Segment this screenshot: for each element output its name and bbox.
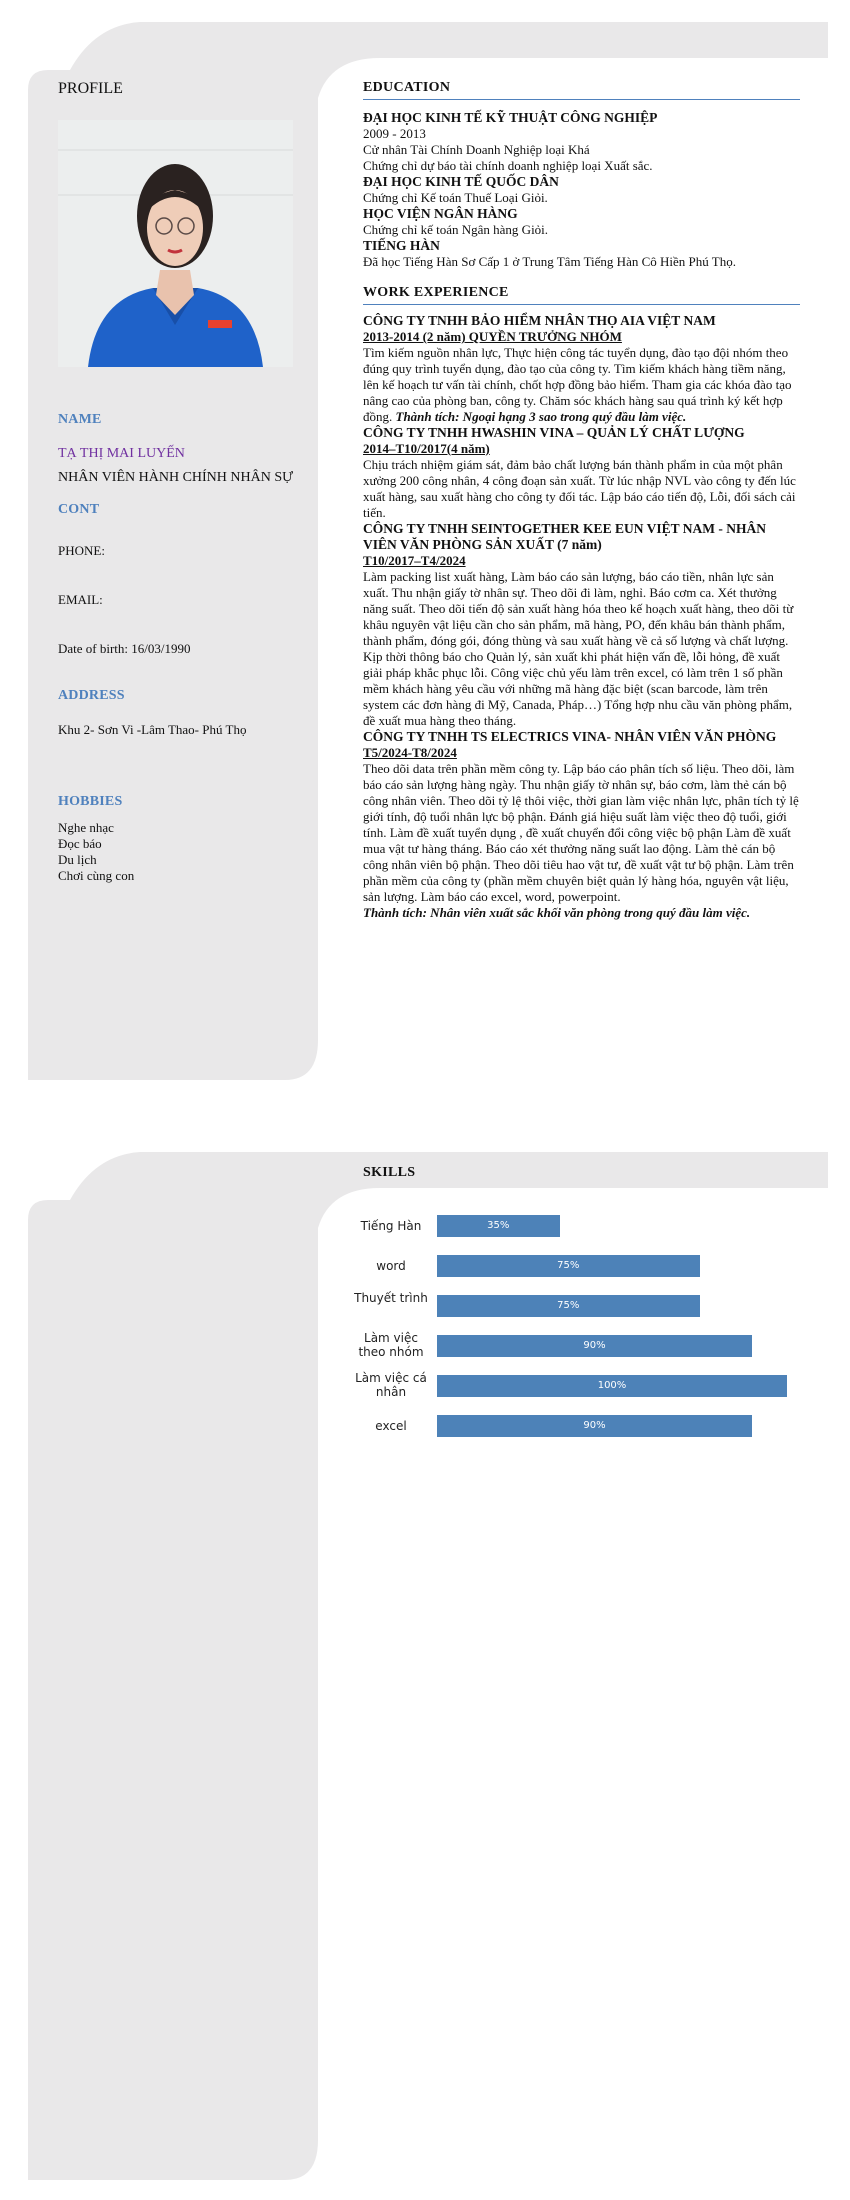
job-achievement: Thành tích: Nhân viên xuất sắc khối văn phòng trong quý đầu làm việc.	[363, 905, 751, 920]
contact-heading: CONT	[58, 502, 100, 517]
school-name: TIẾNG HÀN	[363, 238, 440, 253]
job-period: T10/2017–T4/2024	[363, 553, 466, 568]
hobby-item: Du lịch	[58, 852, 97, 867]
address-heading: ADDRESS	[58, 688, 125, 703]
profile-photo	[58, 120, 293, 367]
school-detail: Chứng chỉ dự báo tài chính doanh nghiệp loại Xuất sắc.	[363, 158, 653, 173]
school-detail: Chứng chỉ Kế toán Thuế Loại Giỏi.	[363, 190, 548, 205]
job-period: T5/2024-T8/2024	[363, 745, 457, 760]
skill-label: Làm việc cá nhân	[355, 1371, 427, 1399]
resume-page-1	[0, 0, 850, 1090]
skill-bar	[437, 1375, 787, 1397]
address-text: Khu 2- Sơn Vi -Lâm Thao- Phú Thọ	[58, 722, 247, 737]
job-period: 2013-2014 (2 năm) QUYỀN TRƯỞNG NHÓM	[363, 329, 622, 344]
resume-page-2	[0, 1130, 850, 2200]
education-heading: EDUCATION	[363, 80, 451, 95]
job-description: Làm packing list xuất hàng, Làm báo cáo sản lượng, báo cáo tiền, nhân lực sản xuất. Thu nhận giấy tờ nhân sự. Theo dõi đi làm, nghỉ. Báo cơm ca. Xét thưởng năng suất. Theo dõi tiến độ sản xuất hàng hóa theo kế hoạch xuất hàng, theo dõi từ khâu nguyên vật liệu cần cho sản phẩm, mã hàng, PO, đến khâu bán thành phẩm, thành phẩm, đóng gói, đóng thùng và sau xuất hàng về cả số lượng và chất lượng. Kịp thời thông báo cho Quản lý, sản xuất khi phát hiện vấn đề, lỗi hỏng, đề xuất giải pháp khắc phục lỗi. Công việc chủ yếu làm trên excel, có làm trên 1 số phần mềm khách hàng yêu cầu với những mã hàng đặc biệt (scan barcode, làm trên system các đơn hàng đi Mỹ, Canada, Pháp…) Tổng hợp nhu cầu văn phòng phẩm, đề xuất mua hàng theo tháng.	[363, 569, 794, 728]
skill-bar	[437, 1415, 752, 1437]
company-name: CÔNG TY TNHH HWASHIN VINA – QUẢN LÝ CHẤT LƯỢNG	[363, 425, 745, 440]
hobby-item: Đọc báo	[58, 836, 102, 851]
job-description: Chịu trách nhiệm giám sát, đảm bảo chất lượng bán thành phẩm in của một phân xưởng 200 công nhân, 4 công đoạn sản xuất. Từ lúc nhập NVL vào công ty đến lúc xuất hàng, sau xuất hàng cho công ty đối tác. Lập báo cáo tiến độ, Lỗi, đối sách cải tiến.	[363, 457, 796, 520]
education-section	[363, 80, 800, 270]
work-section	[363, 285, 800, 921]
skills-chart	[0, 1130, 850, 2200]
company-name: CÔNG TY TNHH SEINTOGETHER KEE EUN VIỆT NAM - NHÂN VIÊN VĂN PHÒNG SẢN XUẤT (7 năm)	[363, 521, 766, 552]
skill-percent-label: 90%	[583, 1340, 606, 1351]
date-of-birth: Date of birth: 16/03/1990	[58, 641, 191, 656]
skill-label: Làm việc theo nhóm	[358, 1331, 424, 1359]
job-period: 2014–T10/2017(4 năm)	[363, 441, 490, 456]
school-name: ĐẠI HỌC KINH TẾ KỸ THUẬT CÔNG NGHIỆP	[363, 110, 658, 125]
school-detail: Đã học Tiếng Hàn Sơ Cấp 1 ở Trung Tâm Tiếng Hàn Cô Hiền Phú Thọ.	[363, 254, 736, 269]
education-rule	[363, 99, 800, 100]
skill-bar	[437, 1295, 700, 1317]
skills-heading: SKILLS	[363, 1165, 416, 1180]
skill-bar	[437, 1255, 700, 1277]
skill-label: Thuyết trình	[354, 1291, 428, 1305]
school-name: HỌC VIỆN NGÂN HÀNG	[363, 206, 518, 221]
work-rule	[363, 304, 800, 305]
job-achievement: Thành tích: Ngoại hạng 3 sao trong quý đầu làm việc.	[395, 409, 687, 424]
school-years: 2009 - 2013	[363, 126, 426, 141]
skill-percent-label: 75%	[557, 1260, 580, 1271]
hobby-item: Chơi cùng con	[58, 868, 135, 883]
profile-heading: PROFILE	[58, 80, 123, 97]
hobbies-list	[58, 820, 298, 884]
company-name: CÔNG TY TNHH BẢO HIỂM NHÂN THỌ AIA VIỆT NAM	[363, 313, 716, 328]
hobby-item: Nghe nhạc	[58, 820, 114, 835]
skill-percent-label: 90%	[583, 1420, 606, 1431]
school-name: ĐẠI HỌC KINH TẾ QUỐC DÂN	[363, 174, 559, 189]
skill-label: excel	[375, 1419, 407, 1433]
skill-label: word	[376, 1259, 406, 1273]
hobbies-heading: HOBBIES	[58, 794, 123, 809]
job-description: Theo dõi data trên phần mềm công ty. Lập báo cáo phân tích số liệu. Theo dõi, làm báo cáo sản lượng hàng ngày. Thu nhận giấy tờ nhân sự, báo cơm, làm thẻ cán bộ công nhân viên. Theo dõi tỷ lệ thôi việc, thời gian làm việc nhân lực, phân tích tỷ lệ giới tính, độ tuổi nhân lực bộ phận. Đánh giá hiệu suất làm việc theo độ tuổi, giới tính. Làm đề xuất tuyển dụng , đề xuất chuyển đổi công việc bộ phận Làm đề xuất mua vật tư hàng tháng. Báo cáo xét thưởng năng suất lao động. Làm thẻ cán bộ công nhân viên bộ phận. Theo dõi tiêu hao vật tư, đề xuất vật tư bộ phận. Làm trên phần mềm của công ty (phần mềm chuyên biệt quản lý hàng hóa, nguyên vật liệu, sản lượng. Làm báo cáo excel, word, powerpoint.	[363, 761, 799, 904]
work-heading: WORK EXPERIENCE	[363, 285, 509, 300]
school-detail: Chứng chỉ kế toán Ngân hàng Giỏi.	[363, 222, 549, 237]
skill-percent-label: 35%	[487, 1220, 510, 1231]
person-portrait-icon	[58, 120, 293, 367]
skill-percent-label: 75%	[557, 1300, 580, 1311]
email-label: EMAIL:	[58, 592, 103, 607]
company-name: CÔNG TY TNHH TS ELECTRICS VINA- NHÂN VIÊN VĂN PHÒNG	[363, 729, 777, 744]
name-heading: NAME	[58, 412, 102, 427]
skill-label: Tiếng Hàn	[360, 1219, 422, 1233]
skill-bar	[437, 1215, 560, 1237]
school-detail: Cử nhân Tài Chính Doanh Nghiệp loại Khá	[363, 142, 590, 157]
job-title: NHÂN VIÊN HÀNH CHÍNH NHÂN SỰ	[58, 470, 293, 485]
skill-bar	[437, 1335, 752, 1357]
phone-label: PHONE:	[58, 543, 105, 558]
skill-percent-label: 100%	[597, 1380, 627, 1391]
person-name: TẠ THỊ MAI LUYẾN	[58, 446, 185, 461]
job-description: Tìm kiếm nguồn nhân lực, Thực hiện công tác tuyển dụng, đào tạo đội nhóm theo đúng quy trình tuyển dụng, đào tạo của công ty. Tìm kiếm khách hàng tiềm năng, lên kế hoạch tư vấn tài chính, chốt hợp đồng bảo hiểm. Tham gia các khóa đào tạo nâng cao của phòng ban, công ty. Chăm sóc khách hàng sau quá trình ký kết hợp đồng. Thành tích: Ngoại hạng 3 sao trong quý đầu làm việc.	[363, 345, 792, 424]
